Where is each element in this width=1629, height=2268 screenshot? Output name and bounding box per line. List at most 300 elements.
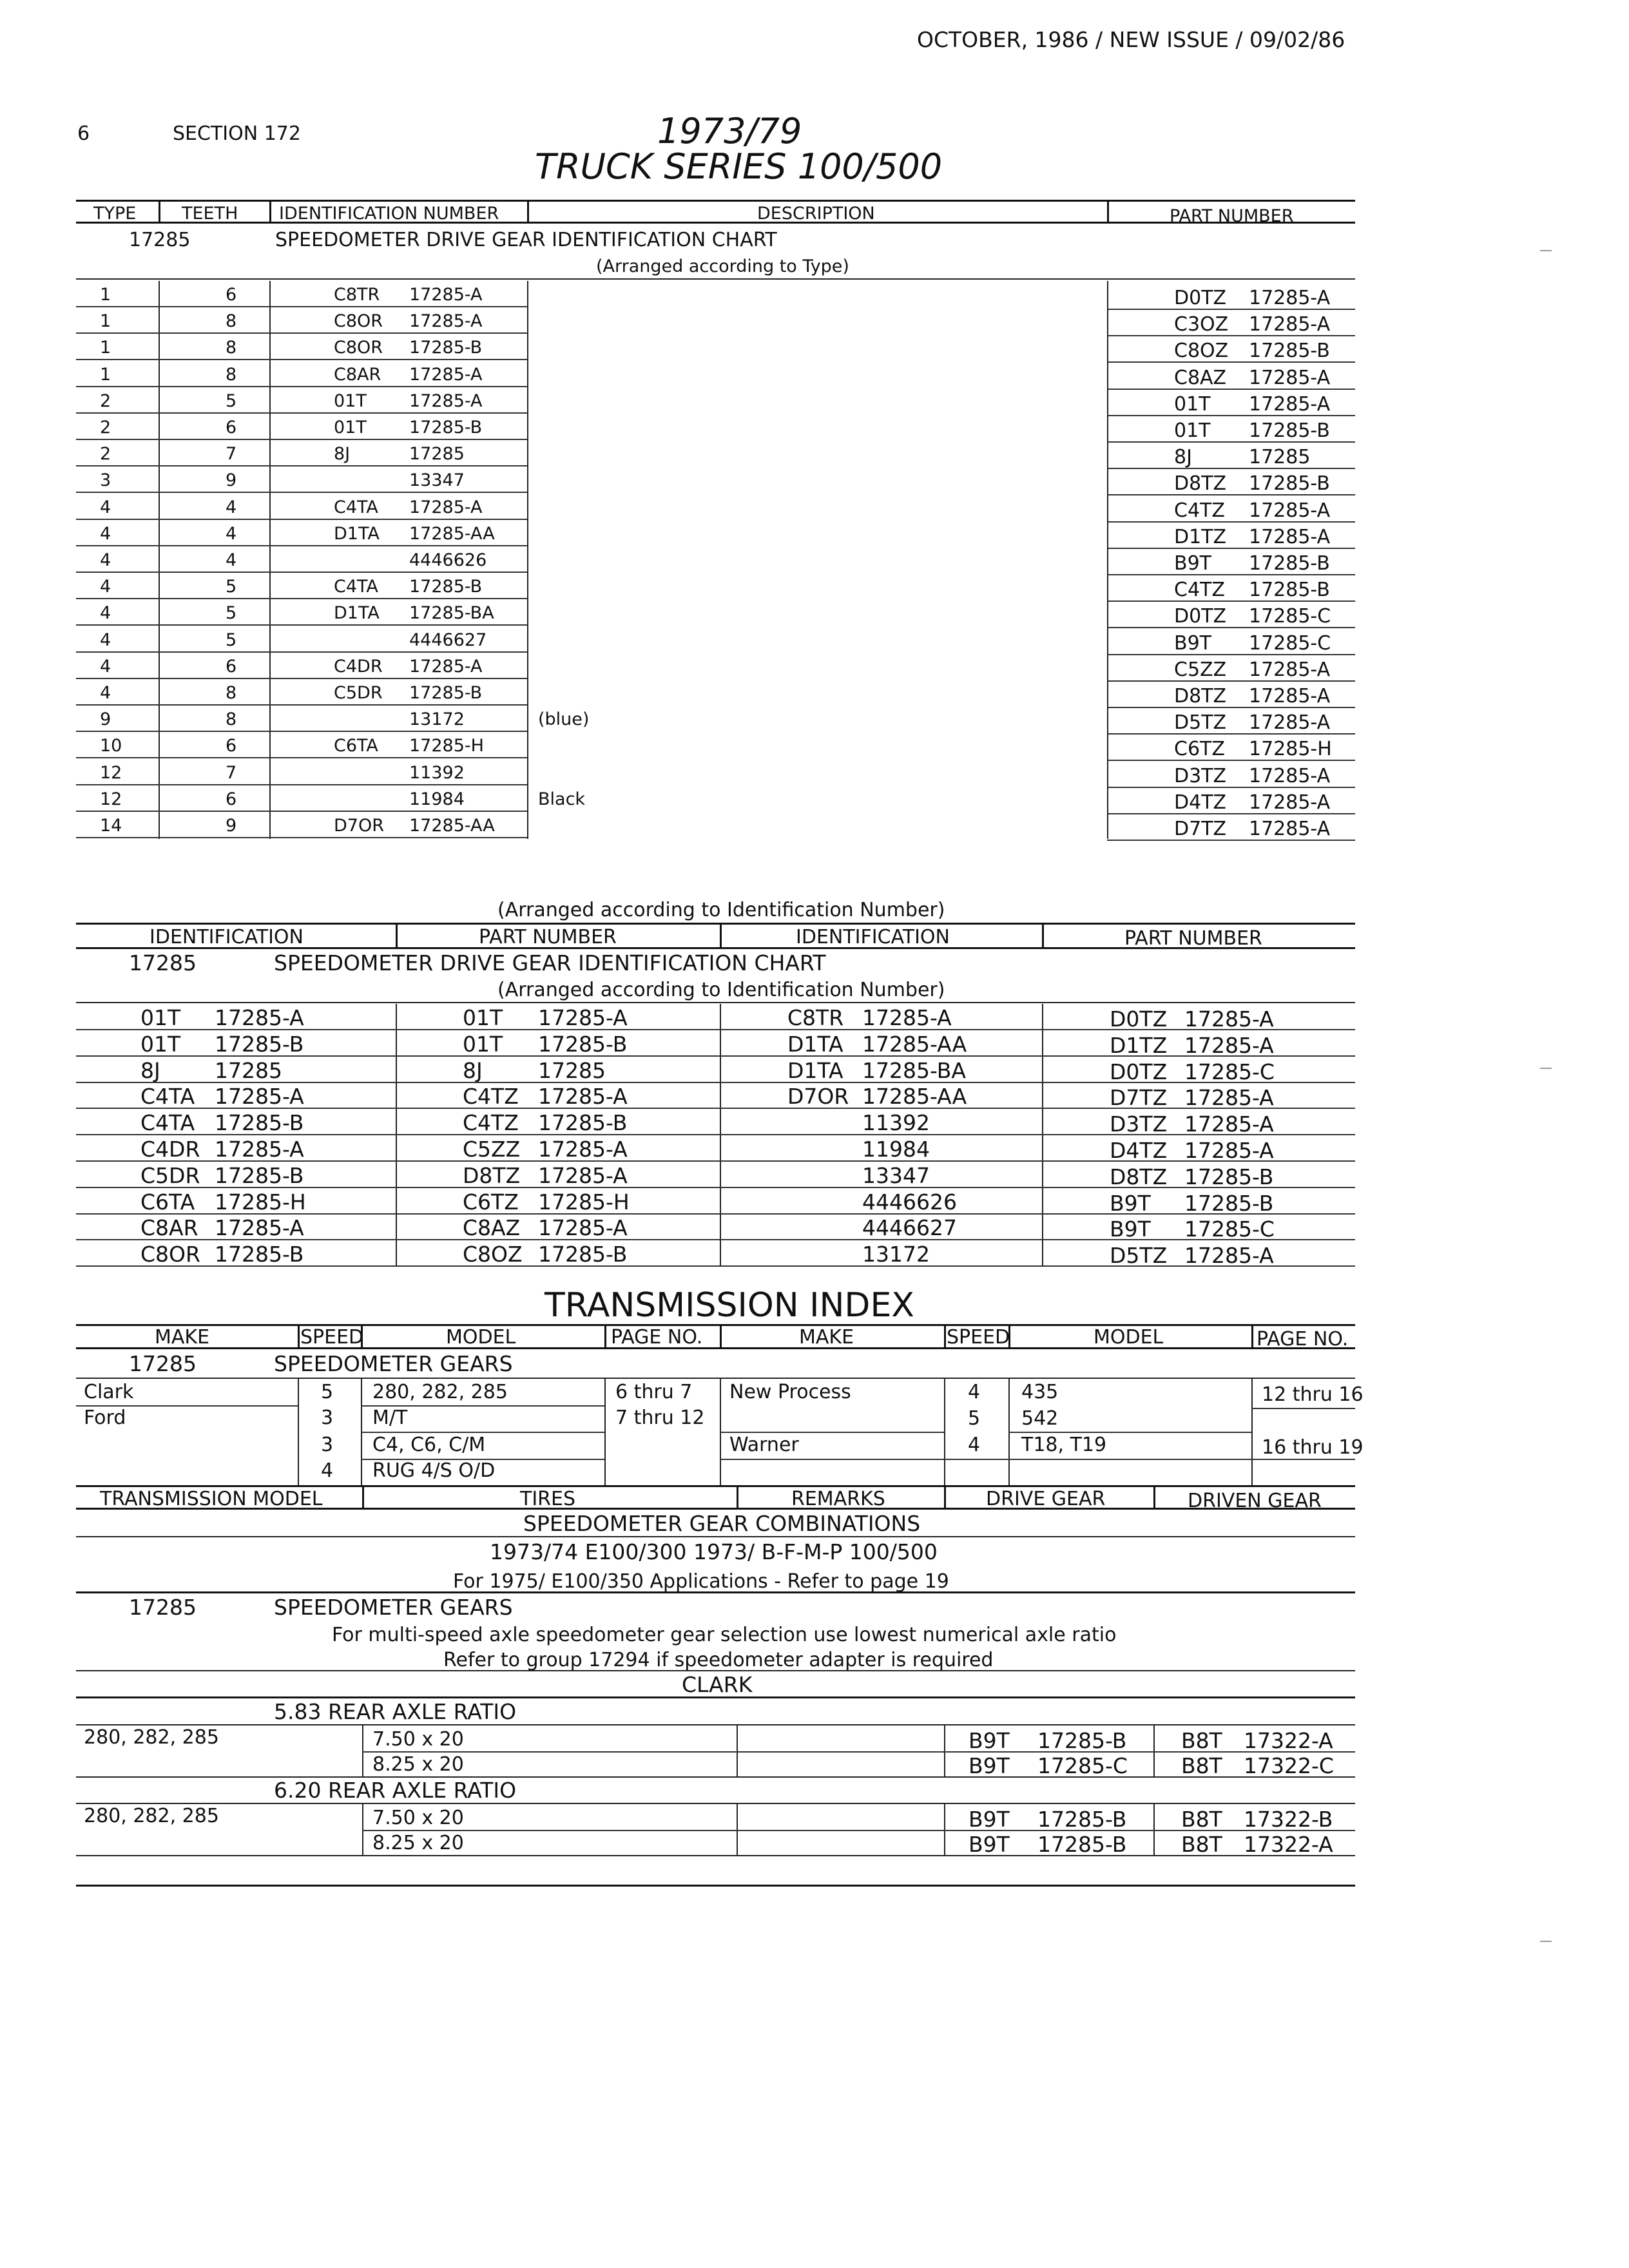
id-prefix: C5DR — [334, 683, 383, 703]
part-number: 17285-A — [538, 1215, 628, 1240]
combo-driven-part: 17322-C — [1244, 1753, 1334, 1778]
part-prefix: 8J — [1174, 446, 1192, 468]
row-underline — [76, 545, 527, 546]
group-code: 17285 — [129, 229, 191, 251]
type-value: 4 — [100, 683, 111, 703]
ident-number: 17285-A — [215, 1005, 304, 1030]
col-header-part-number: PART NUMBER — [1170, 206, 1294, 226]
row-underline — [1107, 601, 1355, 602]
teeth-value: 6 — [226, 736, 237, 756]
type-value: 4 — [100, 550, 111, 570]
id-chart-subtitle: (Arranged according to Identification Number) — [497, 979, 945, 1001]
row-divider-teeth — [269, 573, 271, 600]
part-prefix: D8TZ — [1174, 472, 1227, 495]
row-divider-desc — [1107, 653, 1108, 680]
ident-number: 13172 — [862, 1242, 930, 1267]
ti-right-model: 542 — [1021, 1407, 1059, 1430]
row-divider — [720, 1109, 721, 1135]
row-divider-teeth — [269, 759, 271, 786]
part-prefix: B9T — [1110, 1191, 1151, 1216]
row-divider — [1042, 1214, 1043, 1240]
combinations-note-2: Refer to group 17294 if speedometer adapter is required — [443, 1649, 994, 1671]
col-header-type: TYPE — [93, 204, 137, 224]
part-number: 17285-B — [538, 1032, 628, 1057]
ti-left-make: Clark — [84, 1381, 134, 1403]
part-prefix: D4TZ — [1110, 1138, 1168, 1163]
row-divider-id — [527, 414, 528, 441]
part-prefix: D0TZ — [1174, 605, 1227, 628]
ti-header-model-2: MODEL — [1094, 1326, 1164, 1349]
row-divider — [720, 1188, 721, 1215]
part-number: 17285-H — [538, 1189, 630, 1215]
combinations-refer-note: For 1975/ E100/350 Applications - Refer to page 19 — [453, 1570, 949, 1593]
part-number: 17285-B — [538, 1242, 628, 1267]
col-header-identification-2: IDENTIFICATION — [796, 926, 950, 948]
row-underline — [76, 1134, 1355, 1135]
row-divider — [1042, 1030, 1043, 1057]
ident-prefix: C4TA — [140, 1110, 195, 1135]
row-underline — [1107, 441, 1355, 443]
row-divider-id — [527, 732, 528, 759]
ident-number: 4446626 — [862, 1189, 957, 1215]
ti-left-model: M/T — [372, 1407, 408, 1429]
teeth-value: 5 — [226, 630, 237, 650]
ident-prefix: C8OR — [140, 1242, 200, 1267]
type-value: 1 — [100, 311, 111, 331]
row-divider-teeth — [269, 679, 271, 706]
margin-mark — [1540, 1068, 1552, 1069]
teeth-value: 9 — [226, 816, 237, 836]
row-underline — [76, 572, 527, 573]
id-number: 11984 — [409, 789, 465, 809]
type-value: 12 — [100, 789, 122, 809]
row-divider-teeth — [269, 653, 271, 680]
col-header-teeth: TEETH — [182, 204, 238, 224]
part-prefix: D4TZ — [1174, 791, 1227, 814]
teeth-value: 8 — [226, 709, 237, 729]
row-divider-id — [527, 494, 528, 521]
row-divider-teeth — [269, 466, 271, 494]
id-number: 17285-B — [409, 418, 483, 437]
part-prefix: C3OZ — [1174, 313, 1229, 336]
id-number: 17285-AA — [409, 524, 495, 544]
part-prefix: B9T — [1174, 552, 1211, 575]
row-underline — [76, 1108, 1355, 1109]
part-number: 17285-A — [1184, 1111, 1274, 1137]
row-divider-type — [159, 759, 160, 786]
ident-number: 17285-A — [215, 1215, 304, 1240]
ti-group-code: 17285 — [129, 1351, 197, 1376]
title-series: TRUCK SERIES 100/500 — [535, 146, 943, 187]
combo-driven-prefix: B8T — [1181, 1807, 1222, 1832]
row-divider-type — [159, 307, 160, 334]
ti-right-speed: 4 — [968, 1381, 981, 1403]
teeth-value: 7 — [226, 444, 237, 464]
part-number: 17285-A — [1249, 791, 1331, 814]
type-value: 3 — [100, 470, 111, 490]
row-divider-type — [159, 732, 160, 759]
comb-header-tires: TIRES — [520, 1488, 576, 1510]
id-prefix: C8OR — [334, 338, 383, 358]
type-value: 4 — [100, 577, 111, 597]
id-prefix: D7OR — [334, 816, 384, 836]
row-divider-desc — [1107, 785, 1108, 812]
part-prefix: C4TZ — [463, 1084, 519, 1109]
part-number: 17285-A — [1249, 765, 1331, 787]
row-divider-type — [159, 679, 160, 706]
id-number: 17285-A — [409, 657, 483, 677]
ti-left-make: Ford — [84, 1407, 126, 1429]
id-number: 4446626 — [409, 550, 487, 570]
row-divider — [720, 1214, 721, 1240]
id-number: 17285-H — [409, 736, 484, 756]
ti-group-title: SPEEDOMETER GEARS — [274, 1351, 513, 1376]
row-underline — [76, 1055, 1355, 1057]
part-prefix: B9T — [1174, 632, 1211, 655]
id-number: 17285 — [409, 444, 465, 464]
id-prefix: C4TA — [334, 497, 378, 517]
part-number: 17285-A — [538, 1084, 628, 1109]
row-divider-desc — [1107, 414, 1108, 441]
description: (blue) — [538, 709, 590, 729]
ratio-label-2: 6.20 REAR AXLE RATIO — [274, 1778, 517, 1803]
teeth-value: 8 — [226, 338, 237, 358]
row-underline — [76, 651, 527, 653]
teeth-value: 7 — [226, 763, 237, 783]
teeth-value: 5 — [226, 391, 237, 411]
comb-header-driven-gear: DRIVEN GEAR — [1188, 1490, 1322, 1512]
ti-right-model: 435 — [1021, 1381, 1059, 1403]
id-number: 17285-A — [409, 365, 483, 385]
part-number: 17285-A — [1184, 1138, 1274, 1163]
ti-header-speed-2: SPEED — [947, 1326, 1010, 1349]
ident-prefix: 01T — [140, 1005, 181, 1030]
row-divider-teeth — [269, 494, 271, 521]
row-divider-desc — [1107, 732, 1108, 759]
combo-driven-prefix: B8T — [1181, 1728, 1222, 1753]
row-divider-type — [159, 466, 160, 494]
row-divider-teeth — [269, 414, 271, 441]
row-divider — [1042, 1109, 1043, 1135]
ti-header-page-2: PAGE NO. — [1257, 1328, 1349, 1350]
part-number: 17285-A — [538, 1137, 628, 1162]
ti-left-page: 7 thru 12 — [615, 1407, 705, 1429]
ident-number: 17285-AA — [862, 1084, 967, 1109]
type-value: 9 — [100, 709, 111, 729]
ident-prefix: C8TR — [787, 1005, 844, 1030]
ident-number: 17285 — [215, 1058, 282, 1083]
id-prefix: C8OR — [334, 311, 383, 331]
combo-driven-prefix: B8T — [1181, 1832, 1222, 1857]
type-value: 10 — [100, 736, 122, 756]
row-divider-id — [527, 334, 528, 361]
row-underline — [1107, 733, 1355, 735]
part-number: 17285-C — [1249, 632, 1331, 655]
part-prefix: C4TZ — [1174, 499, 1225, 522]
row-divider-teeth — [269, 546, 271, 573]
row-underline — [76, 811, 527, 812]
row-underline — [1107, 361, 1355, 363]
row-divider-id — [527, 785, 528, 812]
id-number: 13172 — [409, 709, 465, 729]
part-prefix: D0TZ — [1110, 1059, 1168, 1084]
ti-left-speed: 3 — [321, 1434, 334, 1456]
id-chart-title: SPEEDOMETER DRIVE GEAR IDENTIFICATION CHART — [274, 950, 826, 975]
teeth-value: 4 — [226, 550, 237, 570]
row-underline — [1107, 787, 1355, 788]
combo-driven-prefix: B8T — [1181, 1753, 1222, 1778]
combinations-title: SPEEDOMETER GEAR COMBINATIONS — [523, 1511, 921, 1536]
row-underline — [76, 598, 527, 599]
combo-tires: 8.25 x 20 — [372, 1832, 464, 1854]
id-number: 17285-A — [409, 391, 483, 411]
ident-prefix: C6TA — [140, 1189, 195, 1215]
ident-prefix: 01T — [140, 1032, 181, 1057]
teeth-value: 8 — [226, 365, 237, 385]
ti-left-model: 280, 282, 285 — [372, 1381, 508, 1403]
combo-driven-part: 17322-A — [1244, 1728, 1333, 1753]
row-underline — [76, 757, 527, 758]
part-number: 17285-B — [1184, 1191, 1274, 1216]
row-divider — [396, 1240, 397, 1267]
row-underline — [1107, 494, 1355, 495]
row-divider-id — [527, 626, 528, 653]
part-prefix: D3TZ — [1110, 1111, 1168, 1137]
row-underline — [76, 439, 527, 440]
row-divider — [396, 1135, 397, 1162]
id-number: 17285-B — [409, 338, 483, 358]
ti-left-speed: 3 — [321, 1407, 334, 1429]
ident-prefix: C4TA — [140, 1084, 195, 1109]
combo-drive-part: 17285-B — [1037, 1832, 1127, 1857]
id-group-code: 17285 — [129, 950, 197, 975]
row-divider-type — [159, 281, 160, 308]
row-divider-teeth — [269, 599, 271, 626]
part-prefix: C8OZ — [1174, 340, 1229, 362]
comb-group-code: 17285 — [129, 1595, 197, 1620]
part-prefix: D5TZ — [1110, 1243, 1168, 1268]
row-underline — [1107, 813, 1355, 814]
id-number: 17285-A — [409, 285, 483, 305]
type-value: 4 — [100, 657, 111, 677]
type-value: 2 — [100, 418, 111, 437]
id-chart-top-subtitle: (Arranged according to Identification Number) — [497, 899, 945, 921]
ident-number: 17285-B — [215, 1110, 304, 1135]
part-prefix: C8AZ — [1174, 367, 1227, 389]
ti-left-model: RUG 4/S O/D — [372, 1459, 496, 1482]
row-underline — [76, 359, 527, 360]
row-underline — [1107, 309, 1355, 310]
row-divider — [396, 1082, 397, 1109]
row-divider — [396, 1030, 397, 1057]
type-value: 14 — [100, 816, 122, 836]
teeth-value: 4 — [226, 524, 237, 544]
row-underline — [76, 492, 527, 493]
row-underline — [1107, 574, 1355, 575]
id-number: 17285-AA — [409, 816, 495, 836]
ti-right-model: T18, T19 — [1021, 1434, 1107, 1456]
part-prefix: C6TZ — [463, 1189, 519, 1215]
part-number: 17285-B — [1184, 1164, 1274, 1189]
ident-number: 17285-B — [215, 1032, 304, 1057]
ti-left-speed: 4 — [321, 1459, 334, 1482]
description: Black — [538, 789, 586, 809]
row-underline — [76, 386, 527, 387]
ident-number: 17285-B — [215, 1163, 304, 1188]
row-divider — [1042, 1240, 1043, 1267]
row-divider-teeth — [269, 626, 271, 653]
part-prefix: D8TZ — [463, 1163, 521, 1188]
row-divider-teeth — [269, 706, 271, 733]
combo-drive-prefix: B9T — [969, 1753, 1010, 1778]
row-underline — [76, 624, 527, 626]
id-prefix: C8AR — [334, 365, 381, 385]
ti-right-speed: 5 — [968, 1407, 981, 1430]
ident-prefix: C5DR — [140, 1163, 200, 1188]
part-prefix: C5ZZ — [1174, 658, 1227, 681]
chart-title: SPEEDOMETER DRIVE GEAR IDENTIFICATION CHART — [275, 229, 777, 251]
row-divider-id — [527, 706, 528, 733]
id-prefix: C8TR — [334, 285, 380, 305]
comb-header-drive-gear: DRIVE GEAR — [986, 1488, 1106, 1510]
part-prefix: 01T — [1174, 393, 1211, 416]
ident-prefix: 8J — [140, 1058, 160, 1083]
col-header-part-number-2: PART NUMBER — [1124, 927, 1262, 950]
row-underline — [76, 1029, 1355, 1030]
row-divider-id — [527, 679, 528, 706]
part-prefix: D1TZ — [1110, 1033, 1168, 1058]
row-divider-id — [527, 387, 528, 414]
row-divider-desc — [1107, 387, 1108, 414]
part-number: 17285-A — [1249, 499, 1331, 522]
ti-right-page: 12 thru 16 — [1262, 1383, 1364, 1406]
row-divider — [396, 1188, 397, 1215]
ident-number: 17285-A — [215, 1137, 304, 1162]
row-divider-type — [159, 520, 160, 547]
part-prefix: C8OZ — [463, 1242, 523, 1267]
ident-number: 17285-B — [215, 1242, 304, 1267]
col-header-description: DESCRIPTION — [757, 204, 875, 224]
row-divider-type — [159, 626, 160, 653]
row-divider-id — [527, 440, 528, 467]
part-number: 17285-A — [538, 1005, 628, 1030]
combo-drive-prefix: B9T — [969, 1832, 1010, 1857]
teeth-value: 5 — [226, 603, 237, 623]
combo-drive-part: 17285-B — [1037, 1728, 1127, 1753]
row-underline — [1107, 415, 1355, 416]
ti-header-make-1: MAKE — [155, 1326, 210, 1349]
part-number: 17285-B — [1249, 340, 1330, 362]
issue-date: OCTOBER, 1986 / NEW ISSUE / 09/02/86 — [917, 27, 1345, 52]
row-underline — [76, 465, 527, 466]
type-value: 12 — [100, 763, 122, 783]
row-divider — [1042, 1057, 1043, 1083]
row-underline — [76, 784, 527, 785]
row-divider-teeth — [269, 361, 271, 388]
row-underline — [76, 837, 527, 838]
ti-right-make: Warner — [729, 1434, 799, 1456]
part-number: 17285-A — [1249, 313, 1331, 336]
part-prefix: D7TZ — [1174, 818, 1227, 840]
row-divider-desc — [1107, 494, 1108, 521]
comb-header-transmission-model: TRANSMISSION MODEL — [100, 1488, 323, 1510]
part-number: 17285 — [538, 1058, 606, 1083]
part-number: 17285-A — [1249, 818, 1331, 840]
row-divider-id — [527, 361, 528, 388]
ident-number: 17285-BA — [862, 1058, 966, 1083]
part-prefix: D8TZ — [1110, 1164, 1168, 1189]
row-divider-desc — [1107, 626, 1108, 653]
type-value: 4 — [100, 524, 111, 544]
col-header-identification-1: IDENTIFICATION — [149, 926, 304, 948]
combo-tires: 7.50 x 20 — [372, 1807, 464, 1829]
section-label: SECTION 172 — [173, 122, 301, 145]
ident-prefix: D1TA — [787, 1032, 843, 1057]
row-divider-desc — [1107, 361, 1108, 388]
part-number: 17285-B — [1249, 472, 1330, 495]
teeth-value: 8 — [226, 311, 237, 331]
part-number: 17285-C — [1249, 605, 1331, 628]
part-number: 17285-C — [1184, 1059, 1275, 1084]
row-divider-teeth — [269, 440, 271, 467]
row-underline — [76, 1239, 1355, 1240]
row-divider-id — [527, 812, 528, 839]
combo-drive-prefix: B9T — [969, 1807, 1010, 1832]
row-underline — [76, 704, 527, 706]
ident-prefix: D7OR — [787, 1084, 849, 1109]
combinations-note-1: For multi-speed axle speedometer gear selection use lowest numerical axle ratio — [332, 1624, 1117, 1646]
row-divider-type — [159, 414, 160, 441]
row-divider-desc — [1107, 599, 1108, 626]
combinations-applies-to: 1973/74 E100/300 1973/ B-F-M-P 100/500 — [490, 1539, 938, 1564]
part-prefix: C8AZ — [463, 1215, 521, 1240]
row-underline — [1107, 760, 1355, 761]
id-number: 11392 — [409, 763, 465, 783]
id-number: 17285-B — [409, 577, 483, 597]
teeth-value: 6 — [226, 285, 237, 305]
row-divider — [1042, 1162, 1043, 1188]
part-number: 17285-A — [538, 1163, 628, 1188]
row-divider — [720, 1082, 721, 1109]
part-prefix: C6TZ — [1174, 738, 1225, 760]
row-divider-teeth — [269, 785, 271, 812]
part-number: 17285 — [1249, 446, 1311, 468]
row-divider-teeth — [269, 812, 271, 839]
ident-prefix: C8AR — [140, 1215, 198, 1240]
ti-left-speed: 5 — [321, 1381, 334, 1403]
part-prefix: 01T — [1174, 419, 1211, 442]
type-value: 2 — [100, 444, 111, 464]
ti-right-speed: 4 — [968, 1434, 981, 1456]
row-divider — [396, 1162, 397, 1188]
part-number: 17285-A — [1184, 1085, 1274, 1110]
row-divider-type — [159, 599, 160, 626]
combo-drive-part: 17285-C — [1037, 1753, 1128, 1778]
row-divider — [720, 1030, 721, 1057]
row-divider — [720, 1004, 721, 1030]
part-prefix: D3TZ — [1174, 765, 1227, 787]
ident-number: 17285-AA — [862, 1032, 967, 1057]
row-underline — [76, 678, 527, 679]
part-prefix: B9T — [1110, 1216, 1151, 1242]
row-underline — [76, 1265, 1355, 1267]
id-prefix: D1TA — [334, 603, 380, 623]
ident-number: 17285-A — [215, 1084, 304, 1109]
ident-number: 17285-H — [215, 1189, 306, 1215]
chart-subtitle: (Arranged according to Type) — [596, 256, 849, 276]
row-divider — [1042, 1135, 1043, 1162]
row-underline — [76, 412, 527, 414]
